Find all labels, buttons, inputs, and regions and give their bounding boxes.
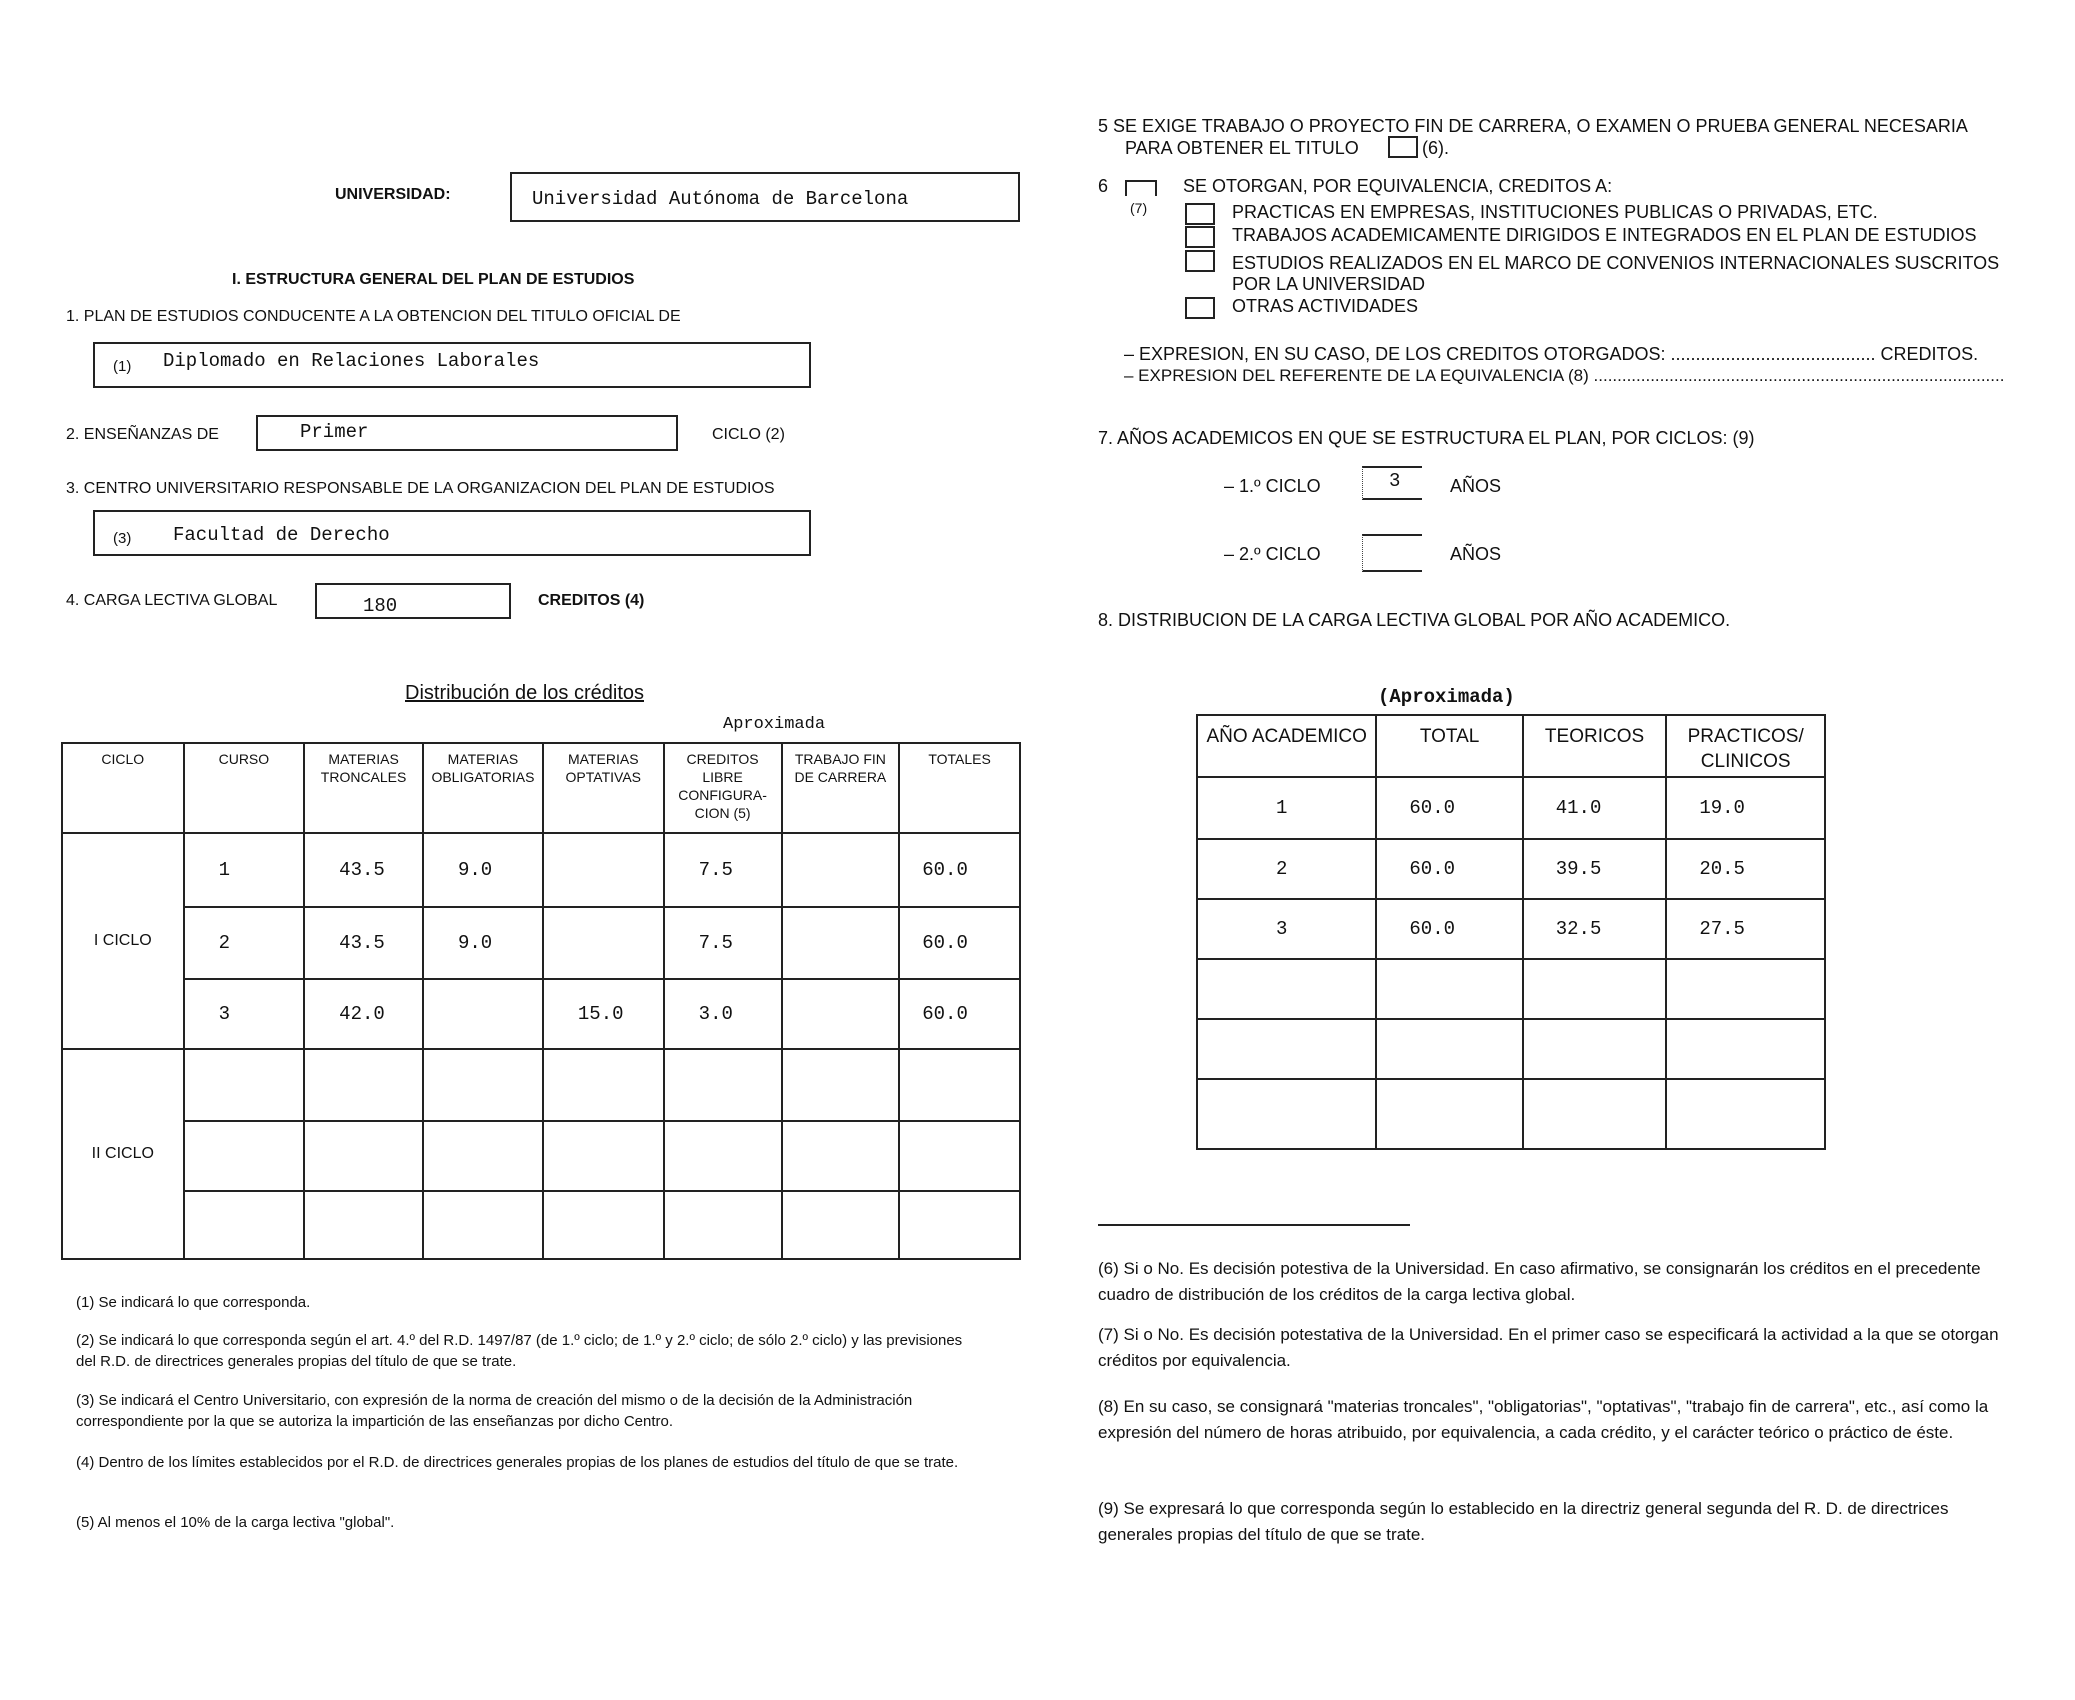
table-row: [62, 833, 1020, 907]
universidad-label: UNIVERSIDAD:: [335, 186, 451, 203]
credit-distribution-table: [61, 742, 1021, 1260]
section-title: I. ESTRUCTURA GENERAL DEL PLAN DE ESTUDIOS: [232, 271, 635, 288]
centro-value: Facultad de Derecho: [173, 524, 390, 546]
anio-cell: 2: [1197, 839, 1376, 899]
libre-cell: 7.5: [664, 907, 782, 979]
universidad-value: Universidad Autónoma de Barcelona: [532, 188, 909, 210]
option-estudios-cont: POR LA UNIVERSIDAD: [1232, 274, 1426, 294]
universidad-field[interactable]: [510, 172, 1020, 222]
otras-checkbox[interactable]: [1185, 297, 1215, 319]
titulo-value: Diplomado en Relaciones Laborales: [163, 350, 540, 372]
ensenanzas-value: Primer: [300, 421, 369, 443]
footnote-7: (7) Si o No. Es decisión potestativa de la Universidad. En el primer caso se especificará la actividad a la que se otorgan créditos por equivalencia.: [1098, 1325, 1999, 1370]
carga-field[interactable]: [315, 583, 511, 619]
dist-header-troncales: MATERIAS TRONCALES: [304, 743, 423, 833]
footnote-3: (3) Se indicará el Centro Universitario, con expresión de la norma de creación del mismo o de la decisión de la Administración correspondiente por la que se autoriza la impartición de las enseñanzas por dicho Centro.: [76, 1392, 913, 1430]
item7-label: 7. AÑOS ACADEMICOS EN QUE SE ESTRUCTURA EL PLAN, POR CICLOS: (9): [1098, 428, 1755, 448]
item1-ref: (1): [113, 358, 132, 375]
item5-line1: 5 SE EXIGE TRABAJO O PROYECTO FIN DE CARRERA, O EXAMEN O PRUEBA GENERAL NECESARIA: [1098, 116, 1968, 136]
obligatorias-cell: [423, 979, 543, 1049]
practicos-cell: 19.0: [1666, 777, 1825, 839]
item5-ref: (6).: [1422, 138, 1449, 158]
table-row: [1197, 1019, 1825, 1079]
trabajo-cell: [782, 979, 900, 1049]
troncales-cell: 43.5: [304, 833, 423, 907]
trabajo-cell: [782, 907, 900, 979]
item1-label: 1. PLAN DE ESTUDIOS CONDUCENTE A LA OBTENCION DEL TITULO OFICIAL DE: [66, 308, 681, 325]
item2-label: 2. ENSEÑANZAS DE: [66, 426, 219, 443]
item3-label: 3. CENTRO UNIVERSITARIO RESPONSABLE DE LA ORGANIZACION DEL PLAN DE ESTUDIOS: [66, 480, 775, 497]
footnote-2: (2) Se indicará lo que corresponda según el art. 4.º del R.D. 1497/87 (de 1.º ciclo; de 1.º y 2.º ciclo; de sólo 2.º ciclo) y las previsiones del R.D. de directrices generales propias del título de que se trate.: [76, 1332, 963, 1370]
item2-suffix: CICLO (2): [712, 426, 785, 443]
table-row: [1197, 839, 1825, 899]
dist-header-ciclo: CICLO: [62, 743, 184, 833]
total-cell: 60.0: [1376, 839, 1522, 899]
table-row: [62, 907, 1020, 979]
obligatorias-cell: 9.0: [423, 907, 543, 979]
total-cell: 60.0: [1376, 777, 1522, 839]
footnote-9: (9) Se expresará lo que corresponda según lo establecido en la directriz general segunda del R. D. de directrices generales propias del título de que se trate.: [1098, 1499, 1949, 1544]
item6-ref: (7): [1130, 200, 1148, 216]
titulo-field[interactable]: [93, 342, 811, 388]
option-practicas: PRACTICAS EN EMPRESAS, INSTITUCIONES PUBLICAS O PRIVADAS, ETC.: [1232, 202, 1878, 222]
practicas-checkbox[interactable]: [1185, 203, 1215, 225]
footnote-6: (6) Si o No. Es decisión potestiva de la Universidad. En caso afirmativo, se consignarán los créditos en el precedente cuadro de distribución de los créditos de la carga lectiva global.: [1098, 1259, 1981, 1304]
dist-header-curso: CURSO: [184, 743, 305, 833]
libre-cell: 3.0: [664, 979, 782, 1049]
year-header-anio: AÑO ACADEMICO: [1197, 715, 1376, 777]
obligatorias-cell: 9.0: [423, 833, 543, 907]
equivalencia-checkbox[interactable]: [1125, 180, 1157, 196]
practicos-cell: 27.5: [1666, 899, 1825, 959]
trabajo-cell: [782, 833, 900, 907]
teoricos-cell: 41.0: [1523, 777, 1667, 839]
teoricos-cell: 39.5: [1523, 839, 1667, 899]
ciclo2-field[interactable]: [1362, 534, 1422, 572]
dist-title: Distribución de los créditos: [405, 682, 644, 704]
table-row: [62, 979, 1020, 1049]
ciclo-1-cell: I CICLO: [62, 833, 184, 1049]
option-trabajos: TRABAJOS ACADEMICAMENTE DIRIGIDOS E INTEGRADOS EN EL PLAN DE ESTUDIOS: [1232, 225, 1977, 245]
ciclo1-label: – 1.º CICLO: [1224, 476, 1321, 496]
dist-header-libre: CREDITOS LIBRE CONFIGURA- CION (5): [664, 743, 782, 833]
footnote-divider: [1098, 1224, 1410, 1226]
ciclo1-value: 3: [1389, 470, 1401, 492]
curso-cell: 3: [184, 979, 305, 1049]
carga-value: 180: [363, 595, 398, 617]
table-row: [1197, 777, 1825, 839]
libre-cell: 7.5: [664, 833, 782, 907]
curso-cell: 1: [184, 833, 305, 907]
ciclo1-field[interactable]: [1362, 466, 1422, 500]
footnote-4: (4) Dentro de los límites establecidos por el R.D. de directrices generales propias de los planes de estudios del título de que se trate.: [76, 1454, 959, 1471]
optativas-cell: [543, 833, 664, 907]
centro-field[interactable]: [93, 510, 811, 556]
dist-header-trabajo: TRABAJO FIN DE CARRERA: [782, 743, 900, 833]
item4-suffix: CREDITOS (4): [538, 592, 645, 609]
ciclo1-unit: AÑOS: [1450, 476, 1502, 496]
optativas-cell: [543, 907, 664, 979]
teoricos-cell: 32.5: [1523, 899, 1667, 959]
ensenanzas-field[interactable]: [256, 415, 678, 451]
table-row: [1197, 899, 1825, 959]
trabajo-fin-checkbox[interactable]: [1388, 136, 1418, 158]
estudios-checkbox[interactable]: [1185, 250, 1215, 272]
table-row: [62, 1121, 1020, 1191]
item4-label: 4. CARGA LECTIVA GLOBAL: [66, 592, 278, 609]
item6-label: SE OTORGAN, POR EQUIVALENCIA, CREDITOS A:: [1183, 176, 1613, 196]
totales-cell: 60.0: [899, 833, 1020, 907]
footnote-8: (8) En su caso, se consignará "materias troncales", "obligatorias", "optativas", "trabajo fin de carrera", etc., así como la expresión del número de horas atribuido, por equivalencia, a cada crédito, y el carácter teórico o práctico de éste.: [1098, 1397, 1989, 1442]
footnote-1: (1) Se indicará lo que corresponda.: [76, 1294, 311, 1311]
table-row: [62, 1049, 1020, 1121]
optativas-cell: 15.0: [543, 979, 664, 1049]
item8-label: 8. DISTRIBUCION DE LA CARGA LECTIVA GLOBAL POR AÑO ACADEMICO.: [1098, 610, 1731, 630]
trabajos-checkbox[interactable]: [1185, 226, 1215, 248]
totales-cell: 60.0: [899, 979, 1020, 1049]
total-cell: 60.0: [1376, 899, 1522, 959]
anio-cell: 1: [1197, 777, 1376, 839]
year-header-practicos: PRACTICOS/ CLINICOS: [1666, 715, 1825, 777]
footnote-5: (5) Al menos el 10% de la carga lectiva "global".: [76, 1514, 395, 1531]
year-header-total: TOTAL: [1376, 715, 1522, 777]
expresion-creditos: – EXPRESION, EN SU CASO, DE LOS CREDITOS OTORGADOS: ......................................... CREDITOS.: [1124, 344, 1979, 364]
expresion-referente: – EXPRESION DEL REFERENTE DE LA EQUIVALENCIA (8) .......................................................................................: [1124, 366, 2005, 385]
troncales-cell: 42.0: [304, 979, 423, 1049]
ciclo2-label: – 2.º CICLO: [1224, 544, 1321, 564]
year-note: (Aproximada): [1378, 686, 1515, 708]
practicos-cell: 20.5: [1666, 839, 1825, 899]
dist-note: Aproximada: [723, 715, 826, 734]
table-row: [1197, 1079, 1825, 1149]
ciclo2-unit: AÑOS: [1450, 544, 1502, 564]
table-row: [1197, 959, 1825, 1019]
anio-cell: 3: [1197, 899, 1376, 959]
option-estudios: ESTUDIOS REALIZADOS EN EL MARCO DE CONVENIOS INTERNACIONALES SUSCRITOS: [1232, 253, 2000, 273]
dist-header-optativas: MATERIAS OPTATIVAS: [543, 743, 664, 833]
table-row: [62, 1191, 1020, 1259]
dist-header-obligatorias: MATERIAS OBLIGATORIAS: [423, 743, 543, 833]
curso-cell: 2: [184, 907, 305, 979]
item3-ref: (3): [113, 530, 132, 547]
troncales-cell: 43.5: [304, 907, 423, 979]
dist-header-totales: TOTALES: [899, 743, 1020, 833]
item5-line2: PARA OBTENER EL TITULO: [1125, 138, 1359, 158]
option-otras: OTRAS ACTIVIDADES: [1232, 296, 1419, 316]
ciclo-2-cell: II CICLO: [62, 1049, 184, 1259]
item6-number: 6: [1098, 176, 1109, 196]
yearly-load-table: [1196, 714, 1826, 1150]
year-header-teoricos: TEORICOS: [1523, 715, 1667, 777]
totales-cell: 60.0: [899, 907, 1020, 979]
